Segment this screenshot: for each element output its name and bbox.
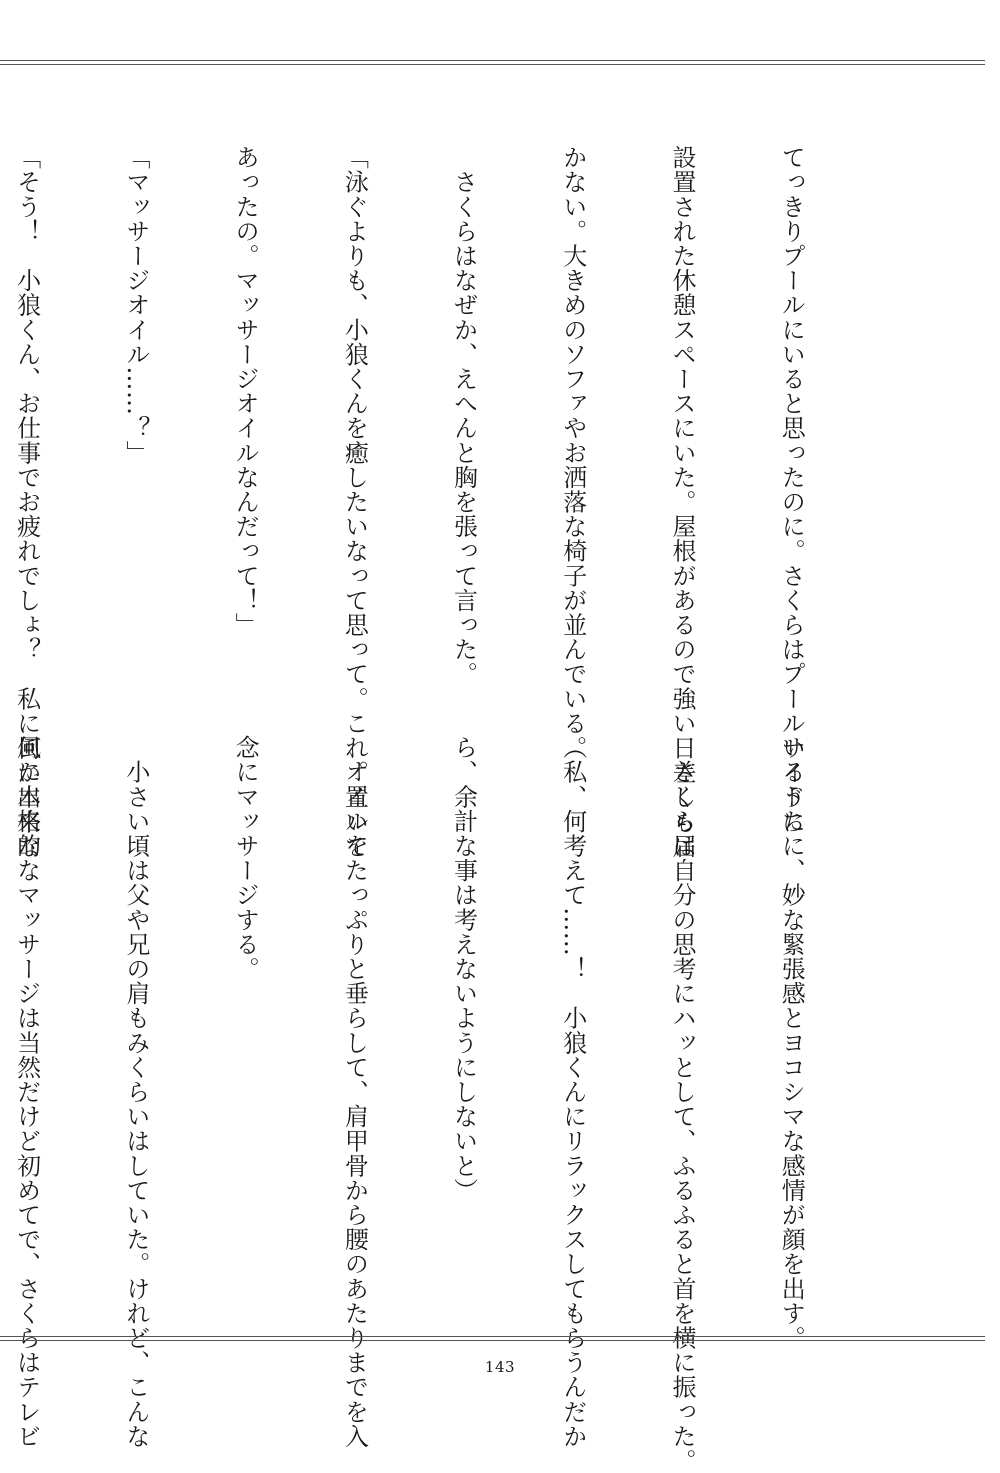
footer-rule-inner bbox=[0, 1340, 985, 1341]
text-column: いるうちに、妙な緊張感とヨコシマな感情が顔を出す。 bbox=[777, 735, 806, 1350]
text-column: さくらは自分の思考にハッとして、ふるふると首を横に振った。 bbox=[667, 735, 696, 1473]
text-column: あったの。マッサージオイルなんだって！」 bbox=[231, 145, 260, 637]
text-column: 小さい頃は父や兄の肩もみくらいはしていた。けれど、こんな bbox=[121, 735, 150, 1449]
text-column: 「そう！ 小狼くん、お仕事でお疲れでしょ？ 私に何か出来な bbox=[12, 145, 41, 859]
text-column: かない。大きめのソファやお洒落な椅子が並んでいる。 bbox=[558, 145, 587, 760]
text-column: （私、何考えて……！ 小狼くんにリラックスしてもらうんだか bbox=[558, 735, 587, 1449]
text-column: 念にマッサージする。 bbox=[231, 735, 260, 981]
text-column: 「泳ぐよりも、小狼くんを癒したいなって思って。これ。置いて bbox=[340, 145, 369, 859]
text-column: オイルをたっぷりと垂らして、肩甲骨から腰のあたりまでを入 bbox=[340, 735, 369, 1449]
header-rule-inner bbox=[0, 64, 985, 65]
text-column: 設置された休憩スペースにいた。屋根があるので強い日差しも届 bbox=[667, 145, 696, 859]
header-rule-outer bbox=[0, 60, 985, 61]
footer-rule-outer bbox=[0, 1336, 985, 1337]
text-column: さくらはなぜか、えへんと胸を張って言った。 bbox=[449, 145, 478, 687]
text-column: 風に本格的なマッサージは当然だけど初めてで、さくらはテレビ bbox=[12, 735, 41, 1449]
text-column: 「マッサージオイル……？」 bbox=[121, 145, 150, 465]
text-column: てっきりプールにいると思ったのに。さくらはプールサイドに bbox=[777, 145, 806, 834]
text-column: ら、余計な事は考えないようにしないと） bbox=[449, 735, 478, 1203]
page-number: 143 bbox=[484, 1358, 516, 1376]
